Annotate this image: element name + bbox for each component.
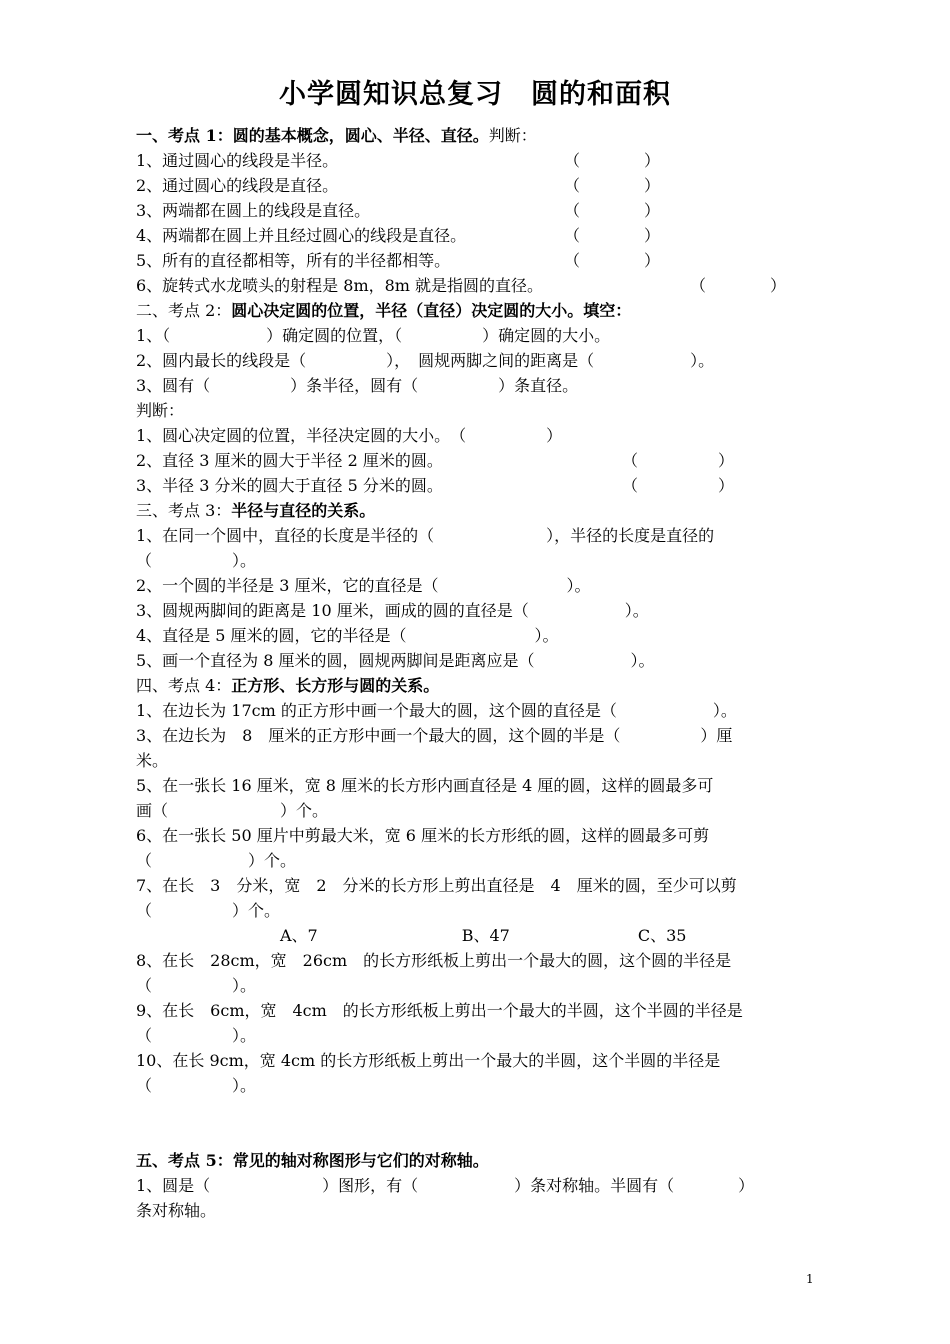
answer-blank: （ ） bbox=[564, 176, 661, 195]
question-line: 5、在一张长 16 厘米，宽 8 厘米的长方形内画直径是 4 厘的圆，这样的圆最多可 bbox=[136, 776, 714, 795]
section-heading: 二、考点 2：圆心决定圆的位置，半径（直径）决定圆的大小。填空： bbox=[136, 301, 632, 320]
question-line: 画（ ）个。 bbox=[136, 801, 329, 820]
answer-blank: （ ） bbox=[564, 201, 661, 220]
question-line: 10、在长 9cm，宽 4cm 的长方形纸板上剪出一个最大的半圆，这个半圆的半径是 bbox=[136, 1051, 721, 1070]
question-line: 条对称轴。 bbox=[136, 1201, 217, 1220]
question-line: （ ）。 bbox=[136, 976, 257, 995]
question-line: 5、所有的直径都相等，所有的半径都相等。 bbox=[136, 251, 451, 270]
answer-blank: （ ） bbox=[564, 226, 661, 245]
question-line: 3、在边长为 8 厘米的正方形中画一个最大的圆，这个圆的半是（ ）厘 bbox=[136, 726, 733, 745]
section-heading: 一、考点 1：圆的基本概念，圆心、半径、直径。判断： bbox=[136, 126, 537, 145]
question-line: （ ）个。 bbox=[136, 901, 281, 920]
answer-blank: （ ） bbox=[622, 451, 735, 470]
question-line: （ ）。 bbox=[136, 1026, 257, 1045]
answer-blank: （ ） bbox=[690, 276, 787, 295]
question-line: 6、旋转式水龙喷头的射程是 8m，8m 就是指圆的直径。 bbox=[136, 276, 544, 295]
question-line: 3、两端都在圆上的线段是直径。 bbox=[136, 201, 371, 220]
question-line: 1、在同一个圆中，直径的长度是半径的（ ），半径的长度是直径的 bbox=[136, 526, 715, 545]
question-line: 6、在一张长 50 厘片中剪最大米，宽 6 厘米的长方形纸的圆，这样的圆最多可剪 bbox=[136, 826, 710, 845]
question-line: 1、圆心决定圆的位置，半径决定圆的大小。 （ ） bbox=[136, 426, 563, 445]
question-line: （ ）个。 bbox=[136, 851, 297, 870]
section-heading: 五、考点 5：常见的轴对称图形与它们的对称轴。 bbox=[136, 1151, 489, 1170]
answer-blank: （ ） bbox=[622, 476, 735, 495]
question-line: 米。 bbox=[136, 751, 169, 770]
page-number: 1 bbox=[806, 1272, 814, 1286]
sub-heading: 判断： bbox=[136, 401, 185, 420]
question-line: 1、圆是（ ）图形，有（ ）条对称轴。半圆有（ ） bbox=[136, 1176, 755, 1195]
question-line: 3、圆有（ ）条半径，圆有（ ）条直径。 bbox=[136, 376, 579, 395]
question-line: 4、两端都在圆上并且经过圆心的线段是直径。 bbox=[136, 226, 467, 245]
question-line: 5、画一个直径为 8 厘米的圆，圆规两脚间是距离应是（ ）。 bbox=[136, 651, 655, 670]
section-heading: 四、考点 4：正方形、长方形与圆的关系。 bbox=[136, 676, 440, 695]
answer-options: A、7 B、47 C、35 bbox=[136, 926, 687, 945]
question-line: 9、在长 6cm，宽 4cm 的长方形纸板上剪出一个最大的半圆，这个半圆的半径是 bbox=[136, 1001, 743, 1020]
page-title: 小学圆知识总复习 圆的和面积 bbox=[279, 79, 671, 110]
question-line: 1、通过圆心的线段是半径。 bbox=[136, 151, 339, 170]
question-line: 4、直径是 5 厘米的圆，它的半径是（ ）。 bbox=[136, 626, 559, 645]
question-line: 2、通过圆心的线段是直径。 bbox=[136, 176, 339, 195]
question-line: （ ）。 bbox=[136, 1076, 257, 1095]
question-line: （ ）。 bbox=[136, 551, 257, 570]
question-line: 1、在边长为 17cm 的正方形中画一个最大的圆，这个圆的直径是（ ）。 bbox=[136, 701, 737, 720]
question-line: 3、圆规两脚间的距离是 10 厘米，画成的圆的直径是（ ）。 bbox=[136, 601, 649, 620]
answer-blank: （ ） bbox=[564, 151, 661, 170]
question-line: 3、半径 3 分米的圆大于直径 5 分米的圆。 bbox=[136, 476, 443, 495]
section-heading: 三、考点 3：半径与直径的关系。 bbox=[136, 501, 376, 520]
question-line: 2、一个圆的半径是 3 厘米，它的直径是（ ）。 bbox=[136, 576, 591, 595]
answer-blank: （ ） bbox=[564, 251, 661, 270]
question-line: 7、在长 3 分米，宽 2 分米的长方形上剪出直径是 4 厘米的圆，至少可以剪 bbox=[136, 876, 737, 895]
question-line: 1、（ ）确定圆的位置，（ ）确定圆的大小。 bbox=[136, 326, 611, 345]
question-line: 2、直径 3 厘米的圆大于半径 2 厘米的圆。 bbox=[136, 451, 443, 470]
question-line: 8、在长 28cm，宽 26cm 的长方形纸板上剪出一个最大的圆，这个圆的半径是 bbox=[136, 951, 732, 970]
question-line: 2、圆内最长的线段是（ ）， 圆规两脚之间的距离是（ ）。 bbox=[136, 351, 715, 370]
